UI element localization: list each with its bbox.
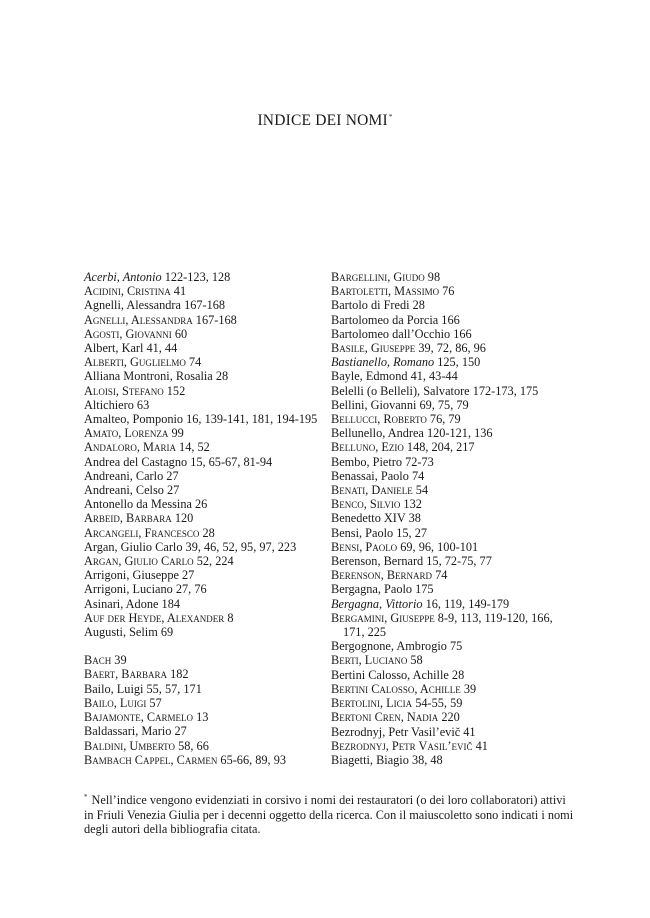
index-entry-pages: 125, 150 [434,355,481,370]
title-footnote-mark: * [388,112,393,121]
index-entry-name: Andaloro, Maria [84,440,176,455]
index-entry [331,341,584,355]
index-entry-name: Bergagna, Paolo [331,582,413,597]
index-entry [84,284,329,298]
index-entry-pages: 220 [438,710,460,725]
index-entry-pages: 13 [193,710,209,725]
index-entry [331,710,584,724]
index-entry-pages: 69 [157,625,174,640]
index-entry-name: Asinari, Adone [84,596,159,611]
index-entry-name: Agnelli, Alessandra [84,298,181,313]
index-entry-pages: 41 [472,738,488,753]
index-entry-name: Belluno, Ezio [331,440,404,455]
index-entry-pages: 15, 27 [393,525,427,540]
index-entry-pages: 28 [212,369,229,384]
index-entry-name: Amalteo, Pomponio [84,412,184,427]
index-entry-name: Auf der Heyde, Alexander [84,610,225,625]
index-entry-pages: 8 [224,610,234,625]
index-entry-name: Argan, Giulio Carlo [84,554,194,569]
index-entry [84,398,329,412]
index-entry-pages: 28 [409,298,425,313]
index-entry [84,511,329,525]
index-entry [331,653,584,667]
index-entry-name: Acerbi, Antonio [84,270,162,284]
index-entry-name: Bartolomeo dall’Occhio [331,326,451,341]
index-entry [84,682,329,696]
index-entry [84,483,329,497]
index-entry [331,753,584,767]
index-entry [84,753,329,767]
index-entry [84,497,329,511]
index-entry [331,526,584,540]
index-entry [331,497,584,511]
footnote-mark: * [84,793,88,801]
index-entry [84,327,329,341]
index-entry [331,426,584,440]
index-entry [331,668,584,682]
index-entry-name: Altichiero [84,397,134,412]
index-entry-name: Baldini, Umberto [84,738,176,753]
index-entry-name: Baert, Barbara [84,667,168,682]
index-entry-name: Benassai, Paolo [331,468,409,483]
index-entry-pages: 39 [460,681,477,696]
index-entry [84,426,329,440]
index-entry-name: Bergamini, Giuseppe [331,610,435,625]
index-entry-pages: 99 [168,426,184,441]
index-entry [331,455,584,469]
index-entry-pages: 41 [170,284,187,299]
index-entry [331,284,584,298]
index-entry-name: Bach [84,653,112,668]
index-entry [331,355,584,369]
index-entry-name: Bajamonte, Carmelo [84,710,194,725]
index-entry [84,270,329,284]
index-entry [331,611,584,639]
index-entry-pages: 41, 43-44 [407,369,458,384]
index-entry-pages: 65-66, 89, 93 [217,752,286,767]
index-entry-pages: 166 [450,326,472,341]
index-entry-name: Alliana Montroni, Rosalia [84,369,213,384]
index-entry-pages: 63 [133,397,150,412]
index-entry-pages: 175 [412,582,434,597]
index-entry-name: Antonello da Messina [84,497,192,512]
footnote-text: Nell’indice vengono evidenziati in corsivo i nomi dei restauratori (o dei loro collaboratori) attivi in Friuli Venezia Giulia per i decenni oggetto della ricerca. Con il maiuscoletto sono indicati i nomi degli autori della bibliografia citata. [84,793,574,836]
index-entry-pages: 122-123, 128 [161,270,231,284]
index-entry-pages: 148, 204, 217 [403,440,475,455]
index-entry-pages: 54 [412,483,429,498]
index-entry-name: Arcangeli, Francesco [84,525,200,540]
index-entry-pages: 39, 72, 86, 96 [415,341,486,356]
index-entry-name: Arrigoni, Giuseppe [84,568,179,583]
index-entry-name: Bergagna, Vittorio [331,596,423,611]
footnote [84,790,574,836]
index-entry-name: Agosti, Giovanni [84,326,172,341]
index-entry-pages: 16, 139-141, 181, 194-195 [183,412,318,427]
index-entry-pages: 132 [400,497,422,512]
index-column-left [84,270,329,767]
index-entry-pages: 15, 65-67, 81-94 [187,454,273,469]
index-entry [331,568,584,582]
index-entry-pages: 15, 72-75, 77 [423,554,492,569]
index-entry-pages: 14, 52 [175,440,210,455]
index-entry-pages: 98 [424,270,441,284]
index-entry-name: Bartolo di Fredi [331,298,410,313]
index-entry-name: Bastianello, Romano [331,355,435,370]
index-entry-name: Bellini, Giovanni [331,397,417,412]
index-entry [331,540,584,554]
index-entry-pages: 69, 75, 79 [416,397,469,412]
index-entry-name: Basile, Giuseppe [331,341,416,356]
index-entry-pages: 27 [163,483,180,498]
index-entry [84,540,329,554]
index-entry [331,483,584,497]
index-entry [84,526,329,540]
index-entry-pages: 41, 44 [143,341,178,356]
index-entry-pages: 75 [446,639,463,654]
index-entry-name: Argan, Giulio Carlo [84,539,183,554]
index-entry-pages: 74 [185,355,202,370]
index-entry-name: Berti, Luciano [331,653,408,668]
index-entry [331,554,584,568]
index-entry [331,384,584,398]
index-entry-pages: 58 [407,653,423,668]
index-entry-name: Bargellini, Giudo [331,270,425,284]
index-entry [331,327,584,341]
index-entry-pages: 76 [439,284,455,299]
index-entry-name: Bailo, Luigi [84,681,144,696]
index-entry [84,384,329,398]
index-entry-name: Bartoletti, Massimo [331,284,440,299]
index-entry [84,597,329,611]
index-entry-name: Bezrodnyj, Petr Vasil’evič [331,738,473,753]
index-entry-name: Bertolini, Licia [331,696,413,711]
index-entry-pages: 16, 119, 149-179 [422,596,510,611]
index-entry [331,696,584,710]
index-entry-name: Bembo, Pietro [331,454,403,469]
index-entry [331,298,584,312]
index-entry-name: Andreani, Celso [84,483,164,498]
index-entry [331,440,584,454]
index-entry-pages: 54-55, 59 [412,696,463,711]
index-entry-name: Alberti, Guglielmo [84,355,186,370]
index-entry-name: Berenson, Bernard [331,568,433,583]
index-entry [331,511,584,525]
index-entry-pages: 120 [171,511,194,526]
index-entry [331,469,584,483]
index-entry-pages: 184 [158,596,180,611]
index-entry-name: Arrigoni, Luciano [84,582,173,597]
index-entry [84,412,329,426]
index-entry-pages: 72-73 [402,454,434,469]
index-entry-name: Bensi, Paolo [331,525,394,540]
index-entry-pages: 58, 66 [175,738,209,753]
index-entry-name: Bensi, Paolo [331,539,398,554]
index-entry [84,653,329,667]
index-entry-name: Albert, Karl [84,341,144,356]
index-entry [84,710,329,724]
index-entry-name: Baldassari, Mario [84,724,172,739]
index-entry-pages: 27 [163,468,179,483]
index-entry [84,455,329,469]
page-title [0,112,650,130]
index-entry [84,469,329,483]
index-entry-pages: 8-9, 113, 119-120, 166, [434,610,553,625]
index-entry-pages: 26 [191,497,208,512]
index-entry-name: Aloisi, Stefano [84,383,164,398]
index-entry-pages: 69, 96, 100-101 [397,539,479,554]
index-column-right [331,270,584,767]
index-entry-pages: 41 [460,724,476,739]
index-entry-pages: 76, 79 [426,412,461,427]
index-entry [331,270,584,284]
index-entry-pages: 39 [111,653,127,668]
index-entry [331,398,584,412]
index-entry [84,667,329,681]
index-entry [84,341,329,355]
index-entry-pages: 120-121, 136 [423,426,493,441]
index-entry-name: Andrea del Castagno [84,454,188,469]
index-entry-name: Bellunello, Andrea [331,426,424,441]
index-entry-pages: 27 [178,568,195,583]
index-entry [84,369,329,383]
index-entry-name: Augusti, Selim [84,625,158,640]
index-entry-pages: 27, 76 [172,582,207,597]
index-entry [84,625,329,639]
index-entry-name: Acidini, Cristina [84,284,171,299]
index-entry [84,298,329,312]
index-entry-pages-continued: 171, 225 [343,625,387,640]
index-entry [84,554,329,568]
index-entry [331,639,584,653]
index-entry-name: Bertoni Cren, Nadia [331,710,439,725]
index-entry-pages: 60 [171,326,188,341]
index-entry-pages: 57 [146,695,162,710]
index-entry-pages: 167-168 [181,298,226,313]
index-entry [84,611,329,625]
index-entry-name: Arbeid, Barbara [84,511,172,526]
index-entry-name: Belelli (o Belleli), Salvatore [331,383,470,398]
index-entry-pages: 182 [167,667,189,682]
index-entry-name: Benco, Silvio [331,497,401,512]
index-entry [331,582,584,596]
index-entry [331,369,584,383]
index-entry-name: Bertini Calosso, Achille [331,667,449,682]
index-entry-name: Bezrodnyj, Petr Vasil’evič [331,724,461,739]
index-entry-pages: 74 [408,468,425,483]
index-entry [84,440,329,454]
index-entry [84,739,329,753]
index-entry-name: Berenson, Bernard [331,554,424,569]
index-entry [84,313,329,327]
index-entry-name: Bailo, Luigi [84,695,147,710]
index-entry-name: Bellucci, Roberto [331,412,427,427]
index-entry-pages: 28 [199,525,215,540]
index-entry [84,355,329,369]
letter-section-gap [84,639,329,653]
index-entry [84,696,329,710]
index-entry [331,739,584,753]
index-entry [331,682,584,696]
index-entry-name: Biagetti, Biagio [331,752,409,767]
index-entry [84,568,329,582]
index-entry-pages: 52, 224 [193,554,234,569]
index-entry [84,582,329,596]
index-entry-name: Bertini Calosso, Achille [331,681,461,696]
index-entry-pages: 152 [163,383,186,398]
index-entry [331,412,584,426]
index-entry [331,313,584,327]
page-title-text: INDICE DEI NOMI [257,112,388,129]
index-entry-pages: 74 [432,568,448,583]
index-entry-pages: 27 [171,724,187,739]
index-entry-pages: 38 [405,511,421,526]
index-entry-name: Bambach Cappel, Carmen [84,752,218,767]
index-entry-name: Agnelli, Alessandra [84,312,193,327]
index-entry-name: Bergognone, Ambrogio [331,639,447,654]
index-entry [84,724,329,738]
index-entry [331,597,584,611]
index-entry-pages: 55, 57, 171 [143,681,202,696]
index-entry-name: Bartolomeo da Porcia [331,312,439,327]
index-entry-pages: 166 [438,312,460,327]
index-entry-pages: 172-173, 175 [469,383,539,398]
index-entry-pages: 38, 48 [408,752,443,767]
index-entry-name: Amato, Lorenza [84,426,169,441]
index-entry-pages: 28 [448,667,465,682]
index-entry-pages: 39, 46, 52, 95, 97, 223 [182,539,297,554]
index-entry-name: Bayle, Edmond [331,369,408,384]
index-entry-name: Andreani, Carlo [84,468,164,483]
index-entry-pages: 167-168 [192,312,237,327]
index-entry-name: Benedetto XIV [331,511,406,526]
index-entry-name: Benati, Daniele [331,483,413,498]
name-index [84,270,584,767]
index-entry [331,725,584,739]
